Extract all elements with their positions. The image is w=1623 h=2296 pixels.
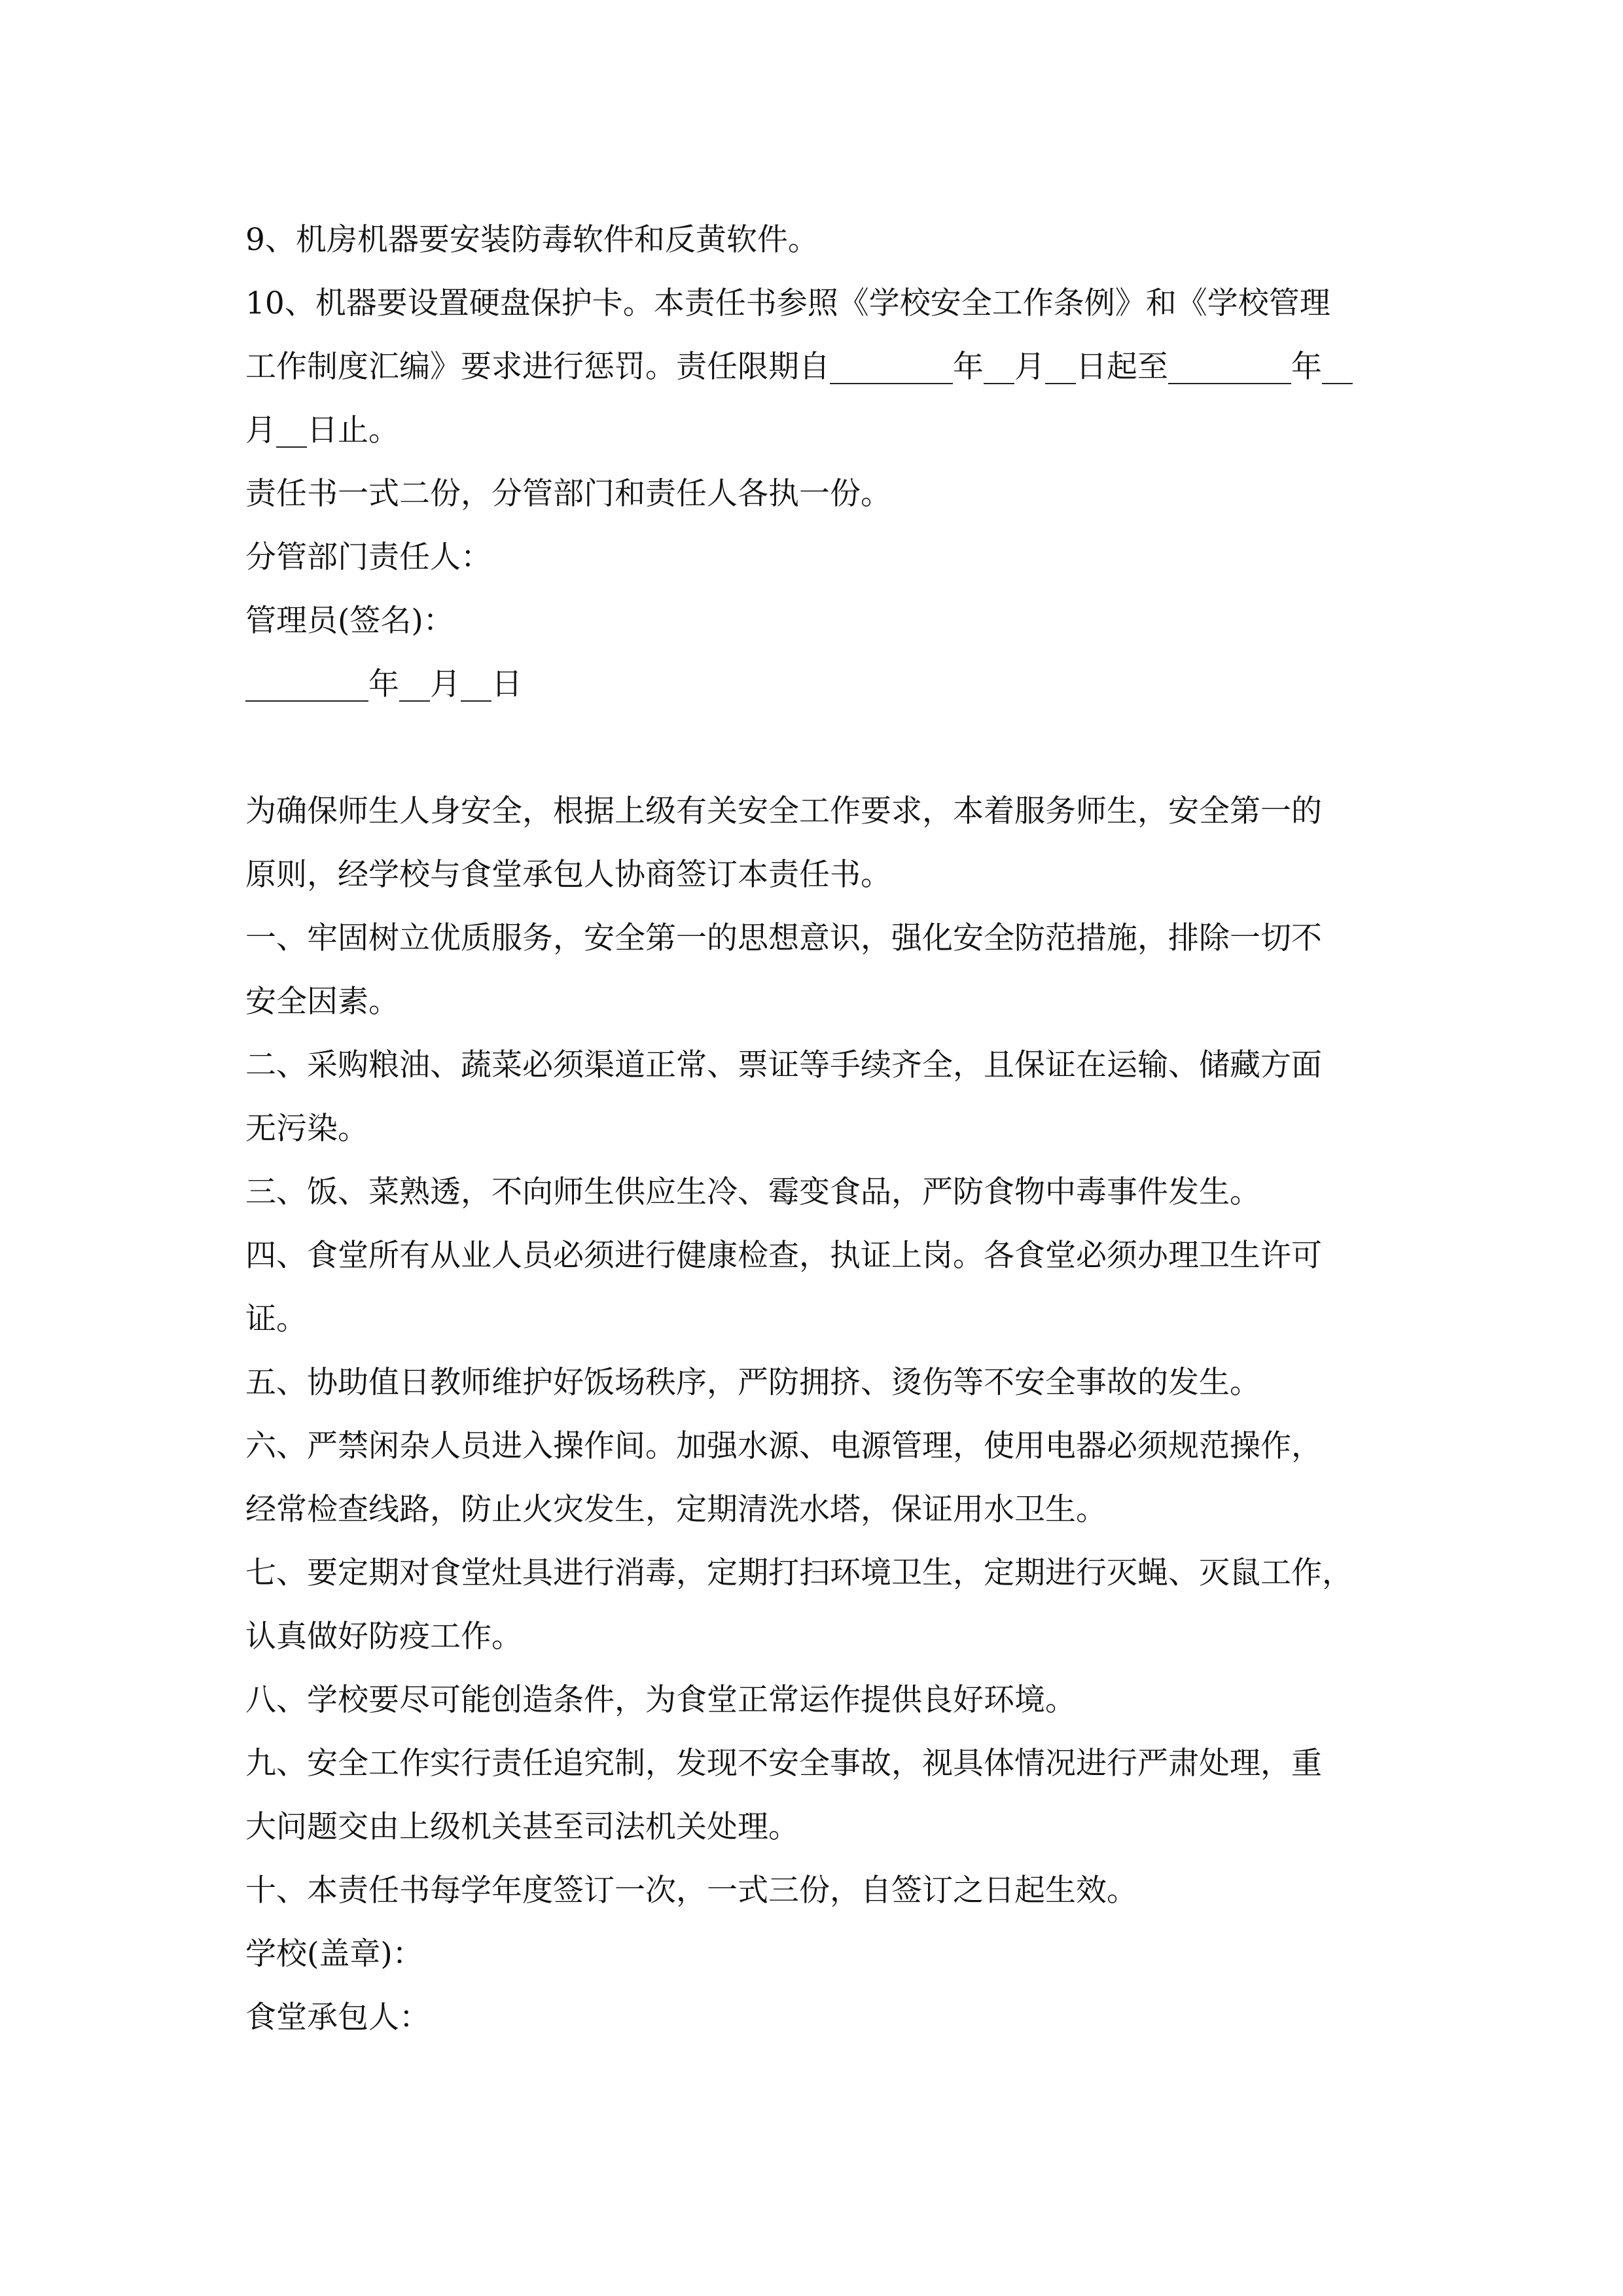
signature-label-admin: 管理员(签名)：: [245, 603, 454, 639]
signature-label-department: 分管部门责任人：: [245, 539, 491, 575]
text-line: 无污染。: [245, 1111, 368, 1147]
clause-8: 八、学校要尽可能创造条件，为食堂正常运作提供良好环境。: [245, 1682, 1076, 1718]
text-line: 工作制度汇编》要求进行惩罚。责任限期自________年__月__日起至________年__: [245, 349, 1353, 385]
text-line: 认真做好防疫工作。: [245, 1619, 522, 1655]
text-line: 安全因素。: [245, 984, 399, 1020]
clause-3: 三、饭、菜熟透，不向师生供应生冷、霉变食品，严防食物中毒事件发生。: [245, 1174, 1260, 1210]
text-line: 大问题交由上级机关甚至司法机关处理。: [245, 1809, 799, 1845]
text-line: 10、机器要设置硬盘保护卡。本责任书参照《学校安全工作条例》和《学校管理: [245, 285, 1330, 321]
clause-9: 九、安全工作实行责任追究制，发现不安全事故，视具体情况进行严肃处理，重: [245, 1746, 1322, 1782]
clause-6: 六、严禁闲杂人员进入操作间。加强水源、电源管理，使用电器必须规范操作，: [245, 1428, 1322, 1464]
text-line: 证。: [245, 1301, 307, 1337]
clause-7: 七、要定期对食堂灶具进行消毒，定期打扫环境卫生，定期进行灭蝇、灭鼠工作，: [245, 1555, 1353, 1591]
clause-4: 四、食堂所有从业人员必须进行健康检查，执证上岗。各食堂必须办理卫生许可: [245, 1238, 1322, 1274]
clause-5: 五、协助值日教师维护好饭场秩序，严防拥挤、烫伤等不安全事故的发生。: [245, 1365, 1260, 1401]
text-line: 原则，经学校与食堂承包人协商签订本责任书。: [245, 857, 891, 893]
section-gap: [245, 716, 1378, 780]
text-line: 9、机房机器要安装防毒软件和反黄软件。: [245, 222, 819, 258]
clause-2: 二、采购粮油、蔬菜必须渠道正常、票证等手续齐全，且保证在运输、储藏方面: [245, 1047, 1322, 1083]
clause-10: 十、本责任书每学年度签订一次，一式三份，自签订之日起生效。: [245, 1873, 1137, 1909]
date-line: ________年__月__日: [245, 666, 522, 702]
text-line: 责任书一式二份，分管部门和责任人各执一份。: [245, 476, 891, 512]
text-line: 月__日止。: [245, 412, 399, 448]
document-body: [245, 208, 1378, 2049]
text-line: 经常检查线路，防止火灾发生，定期清洗水塔，保证用水卫生。: [245, 1492, 1107, 1528]
clause-1: 一、牢固树立优质服务，安全第一的思想意识，强化安全防范措施，排除一切不: [245, 920, 1322, 956]
text-line: 为确保师生人身安全，根据上级有关安全工作要求，本着服务师生，安全第一的: [245, 793, 1322, 829]
signature-label-contractor: 食堂承包人：: [245, 2000, 430, 2036]
signature-label-school: 学校(盖章)：: [245, 1936, 423, 1972]
